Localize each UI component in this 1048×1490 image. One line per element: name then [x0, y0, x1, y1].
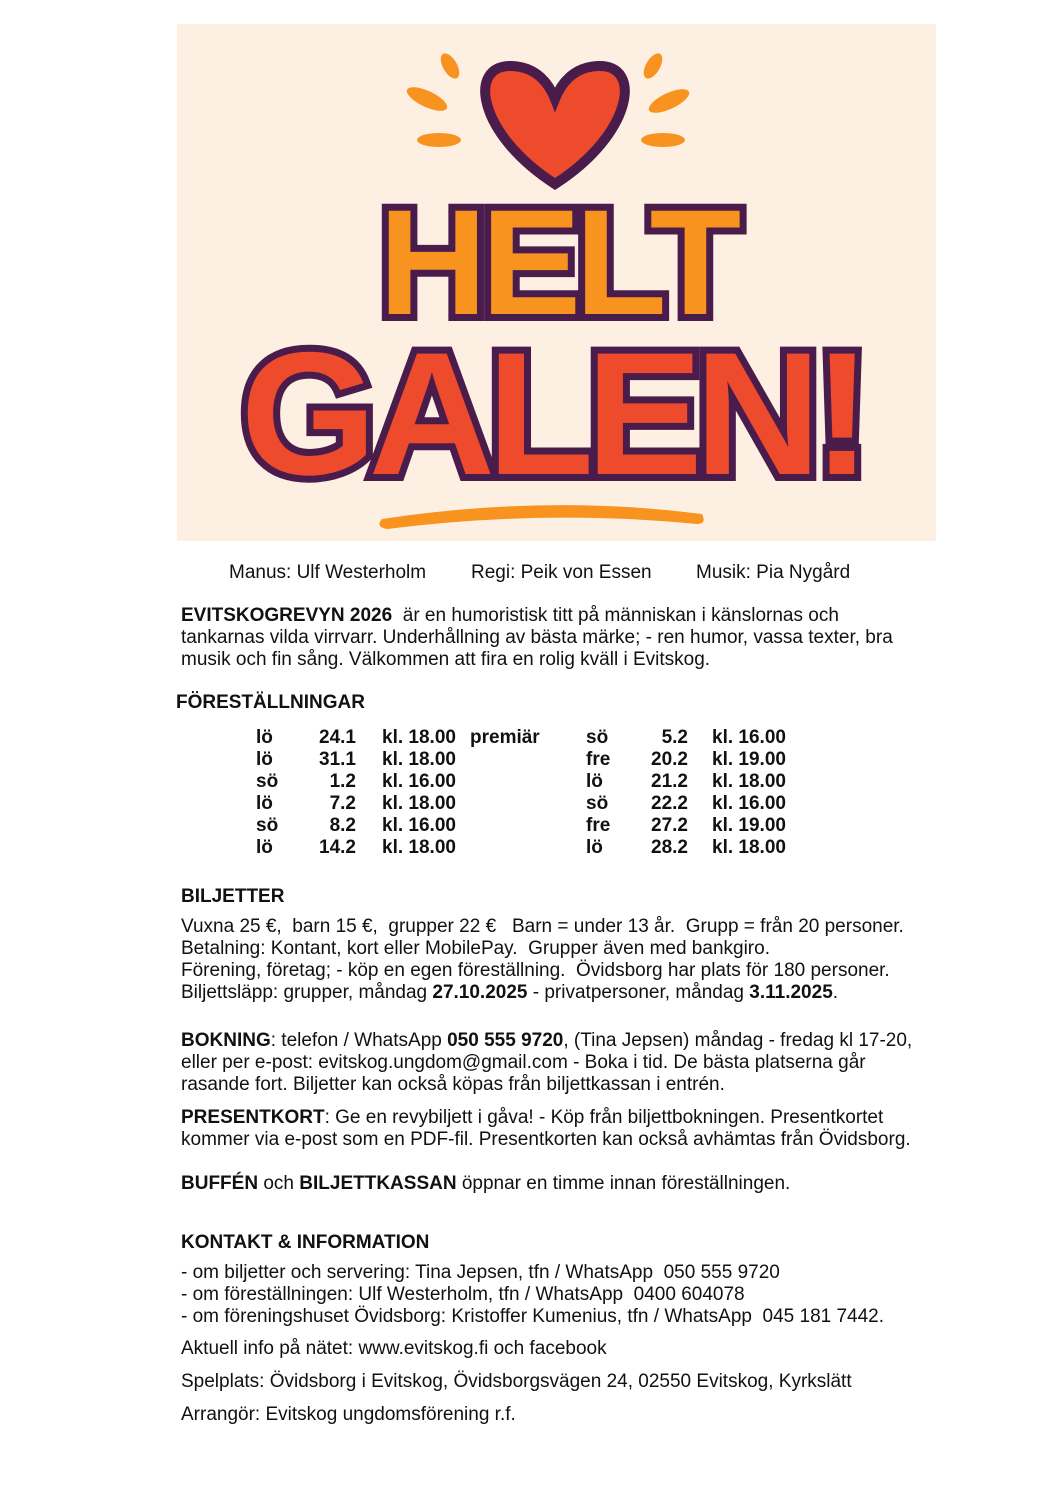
svg-text:GALEN!: GALEN!: [240, 317, 864, 512]
performance-day: fre: [586, 815, 611, 836]
svg-text:HELT: HELT: [378, 178, 736, 346]
performance-time: kl. 18.00: [712, 771, 786, 792]
booking-phone: 050 555 9720: [447, 1030, 564, 1051]
performance-date: 27.2: [651, 815, 688, 836]
performance-day: sö: [586, 793, 609, 814]
revue-title: EVITSKOGREVYN 2026: [181, 605, 393, 626]
tickets-line: Betalning: Kontant, kort eller MobilePay. Grupper även med bankgiro.: [181, 938, 770, 959]
performance-day: lö: [256, 793, 273, 814]
public-release-date: 3.11.2025: [749, 982, 833, 1003]
performance-day: lö: [256, 749, 273, 770]
performance-day: lö: [586, 771, 603, 792]
performance-date: 28.2: [651, 837, 688, 858]
group-release-date: 27.10.2025: [432, 982, 528, 1003]
performance-time: kl. 19.00: [712, 749, 786, 770]
performance-date: 5.2: [661, 727, 688, 748]
intro-text: är en humoristisk titt på människan i känslornas och: [392, 605, 839, 626]
performance-day: lö: [586, 837, 603, 858]
performance-date: 7.2: [329, 793, 356, 814]
performance-time: kl. 18.00: [382, 837, 456, 858]
performance-time: kl. 18.00: [382, 793, 456, 814]
credit-script: Manus: Ulf Westerholm: [229, 562, 427, 583]
text: och: [258, 1173, 300, 1194]
venue-info: Spelplats: Övidsborg i Evitskog, Övidsborgsvägen 24, 02550 Evitskog, Kyrkslätt: [181, 1371, 852, 1392]
giftcard-line: kommer via e-post som en PDF-fil. Presentkorten kan också avhämtas från Övidsborg.: [181, 1129, 911, 1150]
performance-date: 20.2: [651, 749, 688, 770]
tickets-line: Vuxna 25 €, barn 15 €, grupper 22 € Barn = under 13 år. Grupp = från 20 personer.: [181, 916, 904, 937]
intro-line: [181, 605, 839, 627]
intro-line: musik och fin sång. Välkommen att fira en rolig kväll i Evitskog.: [181, 649, 711, 670]
contact-line: - om biljetter och servering: Tina Jepsen, tfn / WhatsApp 050 555 9720: [181, 1262, 780, 1283]
buffet-label: BUFFÉN: [181, 1173, 259, 1194]
contact-heading: KONTAKT & INFORMATION: [181, 1232, 430, 1253]
tickets-line: Förening, företag; - köp en egen föreställning. Övidsborg har plats för 180 personer.: [181, 960, 890, 981]
contact-line: - om föreningshuset Övidsborg: Kristoffer Kumenius, tfn / WhatsApp 045 181 7442.: [181, 1306, 885, 1327]
performance-time: kl. 18.00: [712, 837, 786, 858]
helt-galen-logo: [177, 24, 936, 541]
credit-music: Musik: Pia Nygård: [696, 562, 851, 583]
text: : Ge en revybiljett i gåva! - Köp från biljettbokningen. Presentkortet: [324, 1107, 884, 1128]
web-info: Aktuell info på nätet: www.evitskog.fi och facebook: [181, 1338, 607, 1359]
tickets-release-line: [181, 982, 838, 1004]
poster-image: [177, 24, 936, 541]
intro-line: tankarnas vilda virrvarr. Underhållning av bästa märke; - ren humor, vassa texter, bra: [181, 627, 893, 648]
performance-date: 21.2: [651, 771, 688, 792]
giftcard-label: PRESENTKORT: [181, 1107, 325, 1128]
organizer-info: Arrangör: Evitskog ungdomsförening r.f.: [181, 1404, 516, 1425]
performance-date: 22.2: [651, 793, 688, 814]
performance-time: kl. 16.00: [712, 793, 786, 814]
performance-date: 1.2: [329, 771, 356, 792]
text: : telefon / WhatsApp: [270, 1030, 448, 1051]
performance-time: kl. 16.00: [712, 727, 786, 748]
performance-time: kl. 16.00: [382, 815, 456, 836]
performance-day: sö: [256, 815, 279, 836]
performance-date: 8.2: [329, 815, 356, 836]
performance-day: sö: [256, 771, 279, 792]
performance-time: kl. 18.00: [382, 727, 456, 748]
tickets-heading: BILJETTER: [181, 886, 285, 907]
contact-line: - om föreställningen: Ulf Westerholm, tfn / WhatsApp 0400 604078: [181, 1284, 745, 1305]
booking-line: eller per e-post: evitskog.ungdom@gmail.com - Boka i tid. De bästa platserna går: [181, 1052, 866, 1073]
performance-day: lö: [256, 727, 273, 748]
text: .: [832, 982, 839, 1003]
performance-time: kl. 19.00: [712, 815, 786, 836]
booking-label: BOKNING: [181, 1030, 271, 1051]
performance-time: kl. 16.00: [382, 771, 456, 792]
text: , (Tina Jepsen) måndag - fredag kl 17-20,: [563, 1030, 913, 1051]
performance-day: lö: [256, 837, 273, 858]
performance-note: premiär: [470, 727, 540, 748]
performance-day: fre: [586, 749, 611, 770]
performance-date: 31.1: [319, 749, 356, 770]
performance-date: 24.1: [319, 727, 356, 748]
ticket-office-label: BILJETTKASSAN: [299, 1173, 457, 1194]
giftcard-line: [181, 1107, 883, 1129]
credit-director: Regi: Peik von Essen: [471, 562, 652, 583]
text: öppnar en timme innan föreställningen.: [456, 1173, 791, 1194]
buffet-line: [181, 1173, 790, 1195]
performance-time: kl. 18.00: [382, 749, 456, 770]
text: - privatpersoner, måndag: [527, 982, 750, 1003]
text: Biljettsläpp: grupper, måndag: [181, 982, 433, 1003]
booking-line: rasande fort. Biljetter kan också köpas från biljettkassan i entrén.: [181, 1074, 725, 1095]
performance-day: sö: [586, 727, 609, 748]
booking-line: [181, 1030, 912, 1052]
performances-heading: FÖRESTÄLLNINGAR: [176, 692, 365, 713]
performance-date: 14.2: [319, 837, 356, 858]
